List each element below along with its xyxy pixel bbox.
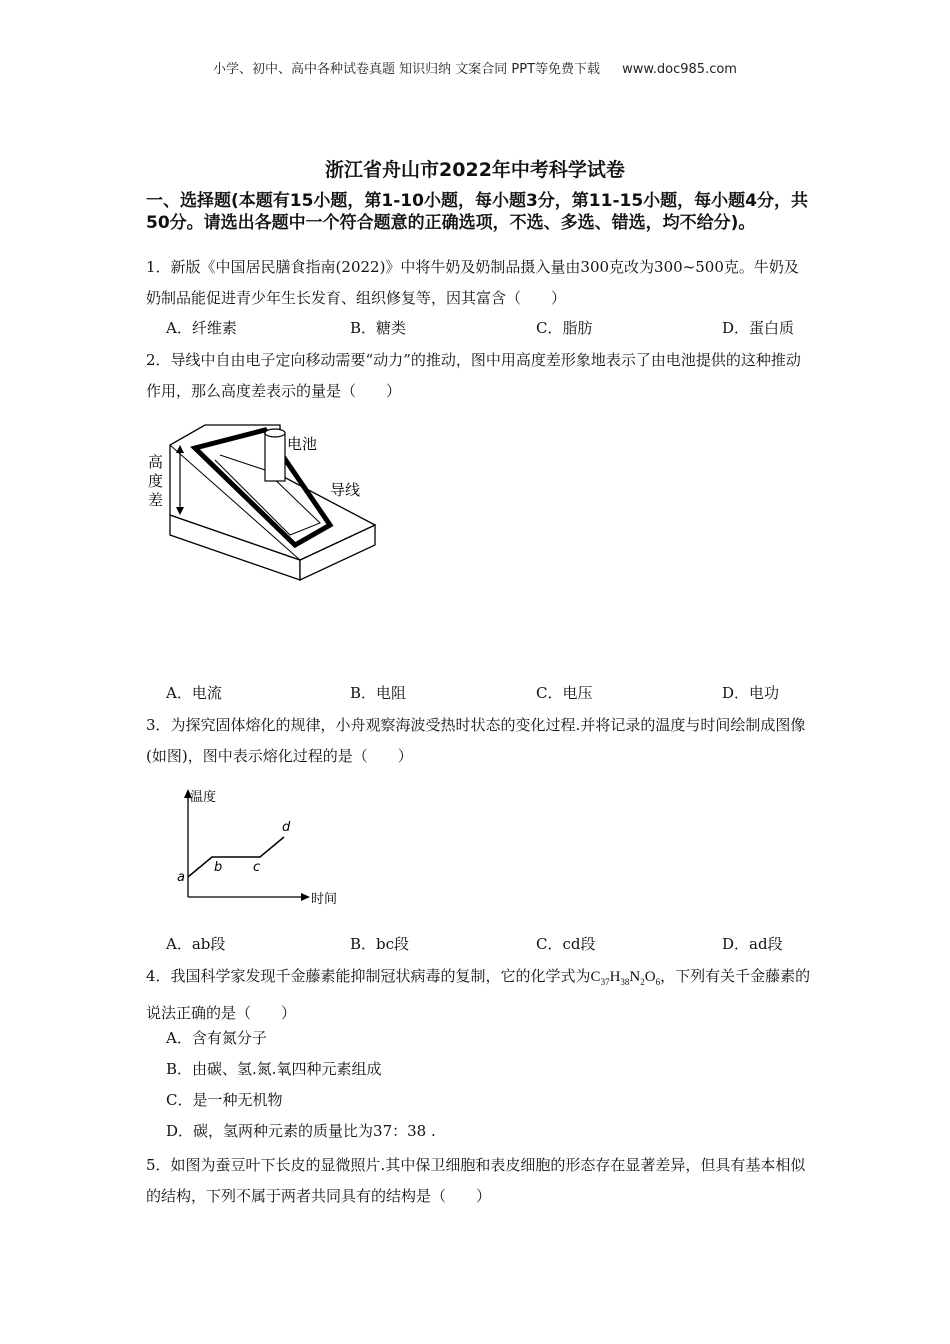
option-a[interactable]: A．纤维素 xyxy=(166,319,237,337)
header-text: 小学、初中、高中各种试卷真题 知识归纳 文案合同 PPT等免费下载 xyxy=(213,62,601,77)
formula-o-sub: 6 xyxy=(655,977,661,987)
option-d[interactable]: D．蛋白质 xyxy=(722,319,795,337)
q4-stem-part1: 4．我国科学家发现千金藤素能抑制冠状病毒的复制，它的化学式为 xyxy=(146,967,591,985)
question-1-stem: 1．新版《中国居民膳食指南(2022)》中将牛奶及奶制品摄入量由300克改为300~500克。牛奶及奶制品能促进青少年生长发育、组织修复等，因其富含（ ） xyxy=(146,258,799,307)
option-c[interactable]: C．cd段 xyxy=(536,935,596,953)
option-d[interactable]: D．碳，氢两种元素的质量比为37：38 . xyxy=(166,1122,436,1140)
page-header xyxy=(0,58,950,77)
label-height-3: 差 xyxy=(148,491,164,509)
question-3-stem: 3．为探究固体熔化的规律，小舟观察海波受热时状态的变化过程.并将记录的温度与时间绘制成图像(如图)，图中表示熔化过程的是（ ） xyxy=(146,716,806,765)
y-axis-label: 温度 xyxy=(190,790,217,805)
point-label-c: c xyxy=(253,860,261,875)
option-a[interactable]: A．电流 xyxy=(166,684,222,702)
label-height-1: 高 xyxy=(148,453,164,471)
header-url[interactable]: www.doc985.com xyxy=(622,62,737,77)
option-b[interactable]: B．bc段 xyxy=(350,935,410,953)
option-b[interactable]: B．由碳、氢.氮.氧四种元素组成 xyxy=(166,1060,382,1078)
option-d[interactable]: D．ad段 xyxy=(722,935,783,953)
melting-chart xyxy=(170,783,355,913)
point-label-d: d xyxy=(282,820,291,835)
option-c[interactable]: C．是一种无机物 xyxy=(166,1091,283,1109)
section-heading: 一、选择题(本题有15小题，第1-10小题，每小题3分，第11-15小题，每小题4分，共50分。请选出各题中一个符合题意的正确选项，不选、多选、错选，均不给分)。 xyxy=(146,191,808,233)
question-1-options xyxy=(166,317,826,341)
formula-h-sub: 38 xyxy=(620,977,630,987)
option-b[interactable]: B．糖类 xyxy=(350,319,407,337)
formula-n: N xyxy=(629,969,641,985)
formula-n-sub: 2 xyxy=(640,977,645,987)
battery-top xyxy=(265,429,285,437)
chemical-formula xyxy=(591,969,661,985)
option-a[interactable]: A．ab段 xyxy=(166,935,226,953)
option-b[interactable]: B．电阻 xyxy=(350,684,407,702)
question-2-stem: 2．导线中自由电子定向移动需要“动力”的推动，图中用高度差形象地表示了由电池提供的这种推动作用，那么高度差表示的量是（ ） xyxy=(146,351,801,400)
option-c[interactable]: C．电压 xyxy=(536,684,593,702)
question-3-options xyxy=(166,933,826,957)
label-wire: 导线 xyxy=(330,481,361,499)
point-label-b: b xyxy=(214,860,223,875)
option-d[interactable]: D．电功 xyxy=(722,684,780,702)
label-battery: 电池 xyxy=(287,435,318,453)
option-c[interactable]: C．脂肪 xyxy=(536,319,593,337)
formula-o: O xyxy=(644,969,656,985)
question-5-stem: 5．如图为蚕豆叶下长皮的显微照片.其中保卫细胞和表皮细胞的形态存在显著差异，但具有基本相似的结构，下列不属于两者共同具有的结构是（ ） xyxy=(146,1156,806,1205)
formula-c: C xyxy=(590,969,601,985)
option-a[interactable]: A．含有氮分子 xyxy=(166,1029,267,1047)
formula-h: H xyxy=(609,969,621,985)
q4-stem-part2: ，下列有关千金藤素的说法正确的是（ ） xyxy=(146,967,811,1022)
label-height-2: 度 xyxy=(148,472,164,490)
question-4-stem xyxy=(146,961,811,1029)
x-axis-label: 时间 xyxy=(311,892,338,907)
formula-c-sub: 37 xyxy=(600,977,610,987)
battery-circuit-figure xyxy=(140,415,390,585)
battery xyxy=(265,433,285,481)
x-axis-arrow xyxy=(301,893,310,901)
point-label-a: a xyxy=(177,870,185,885)
page-title: 浙江省舟山市2022年中考科学试卷 xyxy=(325,159,625,181)
question-2-options xyxy=(166,682,826,706)
temperature-curve xyxy=(188,837,284,877)
